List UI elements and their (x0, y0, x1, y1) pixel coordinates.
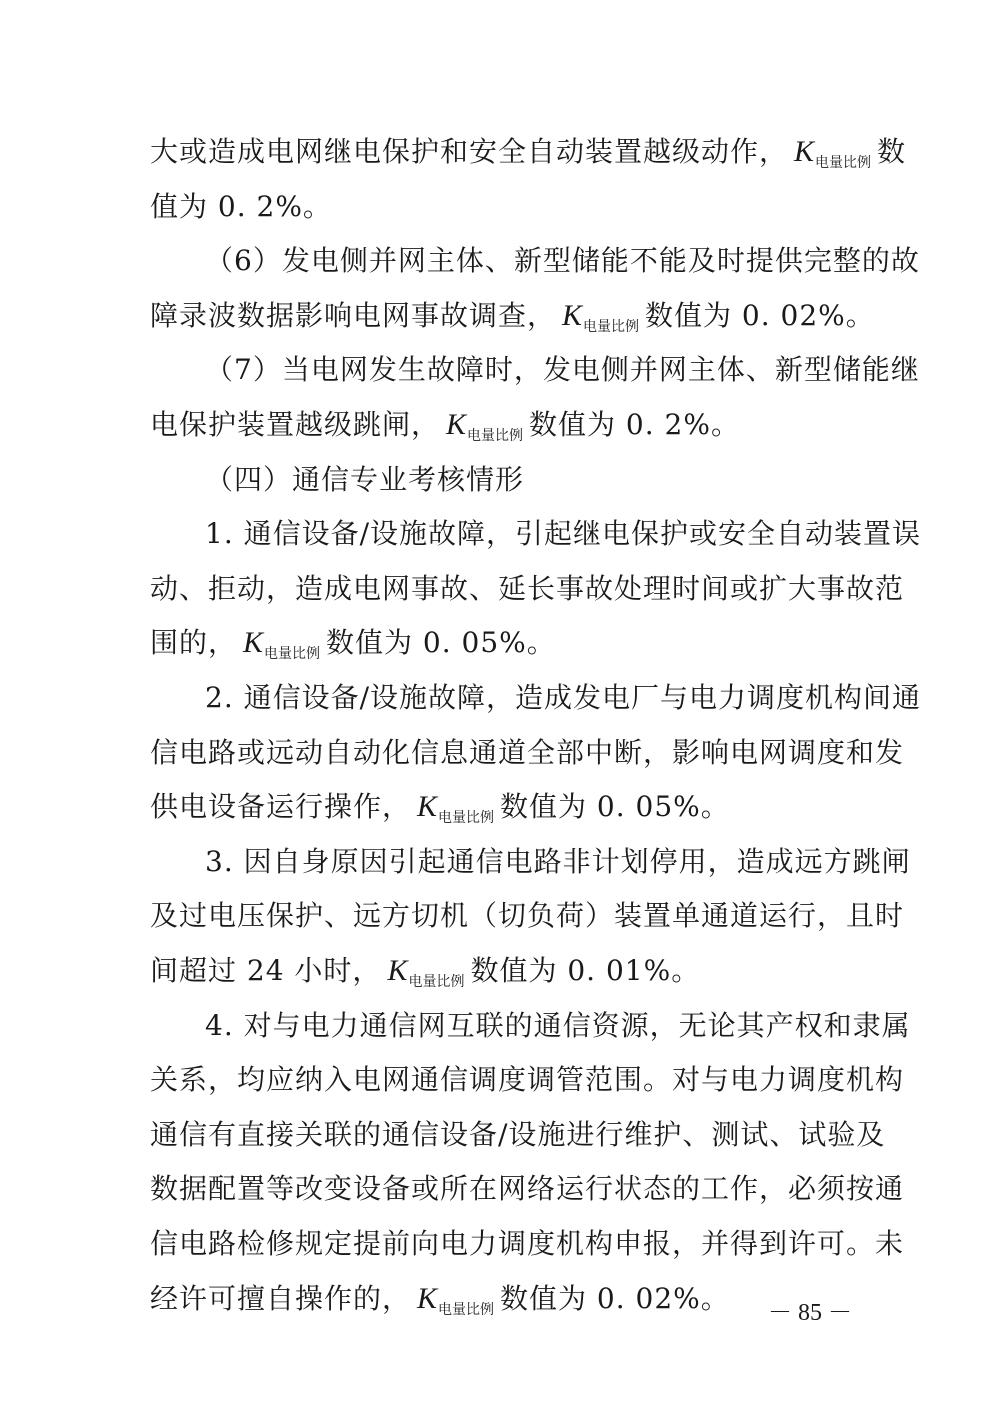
page-number: － 85 － (768, 1300, 852, 1326)
k-coefficient-subscript: 电量比例 (438, 810, 495, 827)
text-line (205, 233, 920, 289)
text-segment: 3. 因自身原因引起通信电路非计划停用，造成远方跳闸 (205, 844, 911, 878)
text-line (150, 1161, 905, 1217)
text-line (150, 615, 850, 671)
text-segment: 经许可擅自操作的， (150, 1281, 412, 1315)
text-segment: 值为 0. 2%。 (150, 189, 332, 223)
k-coefficient-subscript: 电量比例 (583, 318, 640, 335)
text-segment: 障录波数据影响电网事故调查， (150, 298, 557, 332)
text-line (150, 179, 850, 235)
k-coefficient-subscript: 电量比例 (467, 428, 524, 444)
text-segment: 围的， (150, 626, 238, 660)
k-coefficient-symbol: K (243, 626, 265, 660)
text-line (205, 834, 911, 890)
k-coefficient-symbol: K (387, 954, 409, 987)
k-coefficient-symbol: K (417, 1281, 439, 1315)
text-segment: 数值为 0. 01%。 (470, 954, 701, 987)
k-coefficient-symbol: K (562, 298, 584, 332)
text-line (150, 561, 905, 617)
text-line (205, 342, 920, 398)
k-coefficient-symbol: K (794, 135, 816, 168)
text-line (205, 998, 911, 1054)
k-coefficient-subscript: 电量比例 (264, 646, 321, 663)
text-line (150, 124, 907, 180)
text-segment: 及过电压保护、远方切机（切负荷）装置单通道运行，且时 (150, 899, 905, 933)
text-segment: 1. 通信设备/设施故障，引起继电保护或安全自动装置误 (205, 517, 922, 551)
text-segment: 4. 对与电力通信网互联的通信资源，无论其产权和隶属 (205, 1008, 911, 1042)
text-segment: 数 (877, 135, 907, 168)
text-segment: （6）发电侧并网主体、新型储能不能及时提供完整的故 (205, 244, 920, 278)
text-line (205, 452, 850, 508)
text-line (150, 725, 905, 781)
text-segment: 数值为 0. 02%。 (500, 1281, 730, 1315)
text-segment: 通信有直接关联的通信设备/设施进行维护、测试、试验及 (150, 1117, 886, 1151)
text-line (205, 506, 922, 562)
text-segment: 关系，均应纳入电网通信调度调管范围。对与电力调度机构 (150, 1063, 905, 1097)
text-segment: （四）通信专业考核情形 (205, 462, 525, 496)
k-coefficient-subscript: 电量比例 (408, 974, 465, 990)
text-segment: 数值为 0. 05%。 (326, 626, 556, 660)
text-line (150, 397, 850, 453)
text-line (150, 1216, 905, 1272)
text-line (150, 1271, 850, 1327)
text-segment: 供电设备运行操作， (150, 790, 412, 824)
text-segment: 动、拒动，造成电网事故、延长事故处理时间或扩大事故范 (150, 571, 905, 605)
text-segment: 2. 通信设备/设施故障，造成发电厂与电力调度机构间通 (205, 681, 922, 714)
text-line (205, 670, 922, 726)
text-segment: 信电路检修规定提前向电力调度机构申报，并得到许可。未 (150, 1227, 905, 1260)
text-segment: 数值为 0. 02%。 (645, 298, 875, 332)
text-segment: 间超过 24 小时， (150, 954, 382, 987)
text-segment: （7）当电网发生故障时，发电侧并网主体、新型储能继 (205, 353, 920, 387)
text-segment: 数据配置等改变设备或所在网络运行状态的工作，必须按通 (150, 1172, 905, 1206)
text-segment: 大或造成电网继电保护和安全自动装置越级动作， (150, 135, 789, 168)
text-line (150, 1052, 905, 1108)
k-coefficient-symbol: K (446, 408, 468, 441)
k-coefficient-symbol: K (417, 790, 439, 824)
text-segment: 信电路或远动自动化信息通道全部中断，影响电网调度和发 (150, 735, 905, 769)
text-segment: 数值为 0. 2%。 (529, 408, 740, 441)
text-segment: 电保护装置越级跳闸， (150, 408, 441, 441)
text-line (150, 888, 905, 944)
text-segment: 数值为 0. 05%。 (500, 790, 730, 824)
k-coefficient-subscript: 电量比例 (438, 1301, 495, 1318)
k-coefficient-subscript: 电量比例 (815, 155, 872, 171)
text-line (150, 943, 850, 999)
text-line (150, 288, 875, 344)
text-line (150, 779, 850, 835)
text-line (150, 1107, 886, 1163)
